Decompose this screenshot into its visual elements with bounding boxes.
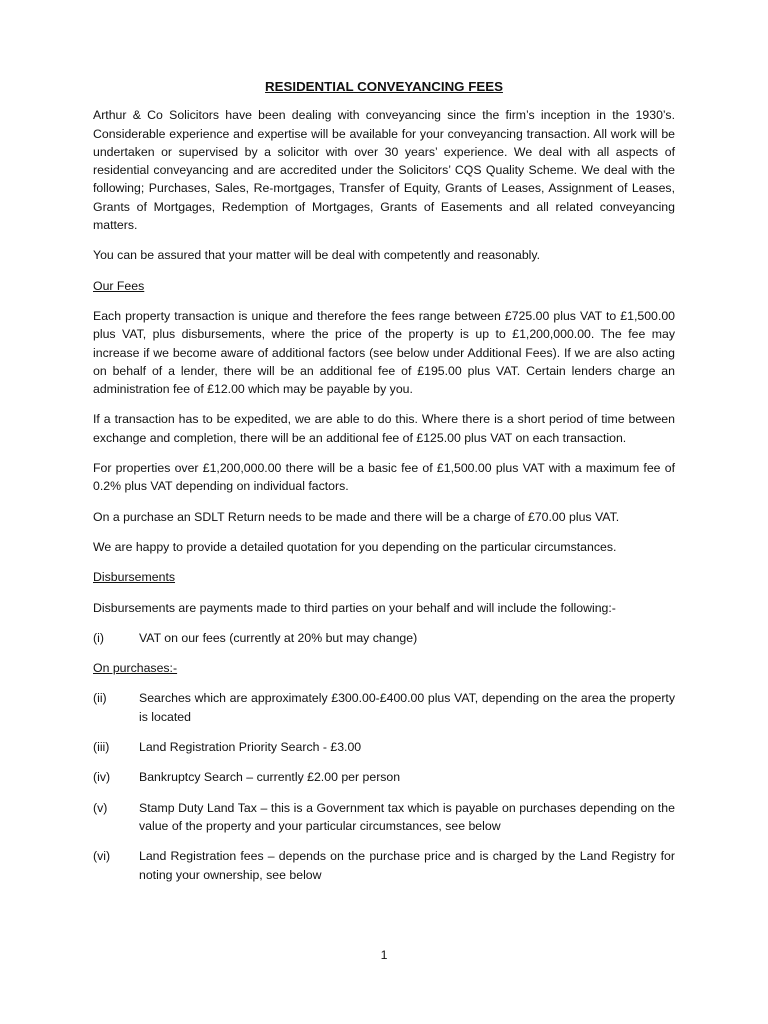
disbursements-heading: Disbursements [93, 570, 176, 585]
list-item-text: Stamp Duty Land Tax – this is a Government tax which is payable on purchases depending on the value of the property and your particular circumstances, see below [139, 800, 675, 833]
intro-paragraph: Arthur & Co Solicitors have been dealing with conveyancing since the firm’s inception in the 1930’s. Considerable experience and expertise will be available for your conveyancing transaction. All work will be undertaken or supervised by a solicitor with over 30 years’ experience. We deal with all aspects of residential conveyancing and are accredited under the Solicitors’ CQS Quality Scheme. We deal with the following; Purchases, Sales, Re-mortgages, Transfer of Equity, Grants of Leases, Assignment of Leases, Grants of Mortgages, Redemption of Mortgages, Grants of Easements and all related conveyancing matters. [93, 108, 675, 233]
page-number: 1 [380, 948, 388, 962]
list-item-number: (vi) [93, 849, 111, 864]
fees-paragraph-5: We are happy to provide a detailed quotation for you depending on the particular circumstances. [93, 539, 617, 554]
fees-paragraph-2: If a transaction has to be expedited, we are able to do this. Where there is a short period of time between exchange and completion, there will be an additional fee of £125.00 plus VAT on each transaction. [93, 412, 675, 445]
list-item-number: (v) [93, 800, 108, 815]
list-item-number: (ii) [93, 691, 107, 706]
purchases-heading: On purchases:- [93, 661, 178, 676]
list-item [93, 738, 675, 756]
list-item [93, 799, 675, 836]
list-item-number: (i) [93, 630, 104, 645]
fees-paragraph-1: Each property transaction is unique and therefore the fees range between £725.00 plus VAT to £1,500.00 plus VAT, plus disbursements, where the price of the property is up to £1,200,000.00. The fee may increase if we become aware of additional factors (see below under Additional Fees). If we are also acting on behalf of a lender, there will be an additional fee of £195.00 plus VAT. Certain lenders charge an administration fee of £12.00 which may be payable by you. [93, 308, 675, 397]
list-item-number: (iv) [93, 770, 111, 785]
fees-paragraph-3: For properties over £1,200,000.00 there will be a basic fee of £1,500.00 plus VAT with a maximum fee of 0.2% plus VAT depending on individual factors. [93, 461, 675, 494]
list-item [93, 689, 675, 726]
list-item [93, 629, 675, 647]
list-item-number: (iii) [93, 740, 110, 755]
disbursements-intro: Disbursements are payments made to third parties on your behalf and will include the following:- [93, 600, 616, 615]
list-item-text: Bankruptcy Search – currently £2.00 per person [139, 770, 401, 785]
list-item-text: Land Registration Priority Search - £3.00 [139, 740, 362, 755]
list-item-text: Searches which are approximately £300.00-£400.00 plus VAT, depending on the area the property is located [139, 691, 675, 724]
document-page [93, 78, 675, 896]
assurance-paragraph: You can be assured that your matter will be deal with competently and reasonably. [93, 248, 541, 263]
list-item-text: VAT on our fees (currently at 20% but may change) [139, 630, 418, 645]
page-title: RESIDENTIAL CONVEYANCING FEES [265, 79, 503, 94]
list-item [93, 847, 675, 884]
list-item-text: Land Registration fees – depends on the purchase price and is charged by the Land Registry for noting your ownership, see below [139, 849, 675, 882]
list-item [93, 768, 675, 786]
fees-paragraph-4: On a purchase an SDLT Return needs to be made and there will be a charge of £70.00 plus VAT. [93, 509, 620, 524]
fees-heading: Our Fees [93, 278, 145, 293]
